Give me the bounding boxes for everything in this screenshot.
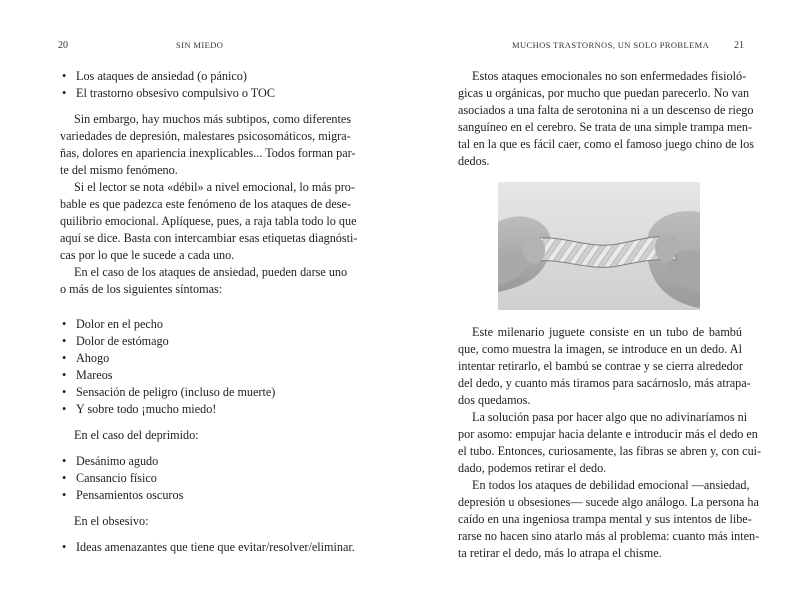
running-head-left: SIN MIEDO [176,40,224,50]
paragraph: Este milenario juguete consiste en un tubo de bambú que, como muestra la imagen, se introduce en un dedo. Al intentar retirarlo, el bambú se contrae y se cierra alrededor del dedo, y cuanto más tiramos para sacárnoslo, más atrapa- dos quedamos. [458,325,751,407]
paragraph: La solución pasa por hacer algo que no adivinaríamos ni por asomo: empujar hacia delante e introducir más el dedo en el tubo. Entonces, curiosamente, las fibras se abren y, con cui- dado, podemos retirar el dedo. [458,410,762,475]
page-number-right: 21 [734,40,744,51]
finger-trap-illustration [498,182,700,310]
list-item: • Ideas amenazantes que tiene que evitar/resolver/eliminar. [60,539,344,556]
list-item: • Desánimo agudo [60,453,344,470]
left-body [60,68,358,556]
right-page [400,0,800,614]
list-item: • Los ataques de ansiedad (o pánico) [60,68,344,85]
paragraph: Si el lector se nota «débil» a nivel emocional, lo más pro- bable es que padezca este fenómeno de los ataques de dese- quilibrio emocional. Aplíquese, pues, a raja tabla todo lo que aquí se dice. Basta con intercambiar esas etiquetas diagnósti- cas por lo que le sucede a cada uno. [60,180,358,262]
paragraph: Sin embargo, hay muchos más subtipos, como diferentes variedades de depresión, malestares psicosomáticos, migra- ñas, dolores en apariencia inexplicables... Todos forman par- te del mismo fenómeno. [60,112,356,177]
right-body-top [458,68,754,170]
list-item: • Mareos [60,367,344,384]
list-item: • Ahogo [60,350,344,367]
list-item: • Sensación de peligro (incluso de muerte) [60,384,344,401]
list-item: • El trastorno obsesivo compulsivo o TOC [60,85,344,102]
list-item: • Y sobre todo ¡mucho miedo! [60,401,344,418]
page-number-left: 20 [58,40,68,51]
depressed-intro: En el caso del deprimido: [74,428,199,442]
list-item: • Dolor en el pecho [60,316,344,333]
paragraph: Estos ataques emocionales no son enfermedades fisioló- gicas u orgánicas, por mucho que puedan parecerlo. No van asociados a una falta de serotonina ni a un descenso de riego sanguíneo en el cerebro. Se trata de una simple trampa men- tal en la que es fácil caer, como el famoso juego chino de los dedos. [458,69,754,168]
running-head-right: MUCHOS TRASTORNOS, UN SOLO PROBLEMA [512,40,710,50]
depressed-list [60,453,344,504]
list-item: • Cansancio físico [60,470,344,487]
right-body-bottom [458,324,762,562]
symptoms-list [60,316,344,418]
paragraph: En el caso de los ataques de ansiedad, pueden darse uno o más de los siguientes síntomas: [60,265,348,296]
paragraph: En todos los ataques de debilidad emocional —ansiedad, depresión u obsesiones— sucede algo análogo. La persona ha caído en una ingeniosa trampa mental y sus intentos de libe- rarse no hacen sino atarlo más al problema: cuanto más inten- ta retirar el dedo, más lo atrapa el chisme. [458,478,760,560]
list-item: • Pensamientos oscuros [60,487,344,504]
obsessive-intro: En el obsesivo: [74,514,149,528]
finger-trap-photo [498,182,700,310]
list-item: • Dolor de estómago [60,333,344,350]
